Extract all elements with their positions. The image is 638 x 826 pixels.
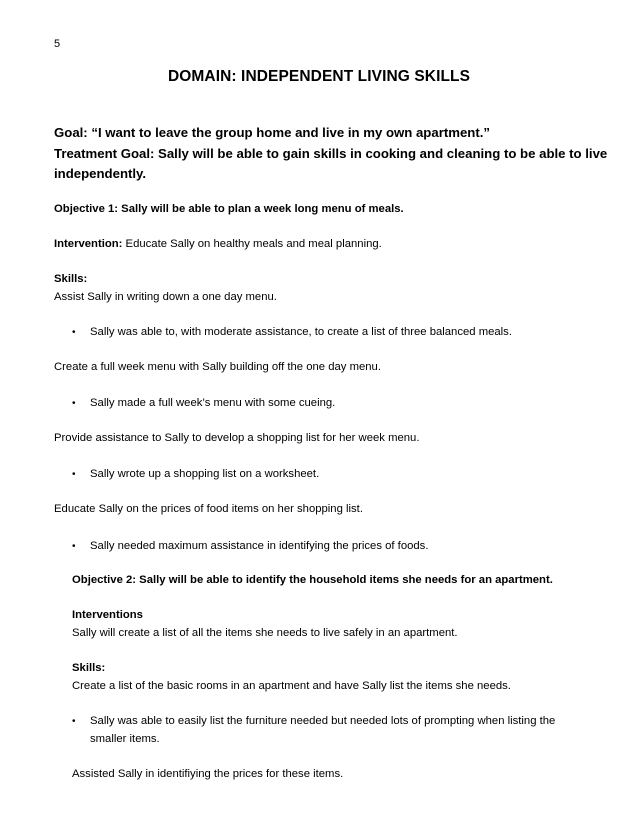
bullet-icon: • <box>72 469 76 480</box>
page-number: 5 <box>54 38 61 50</box>
skill-item-prices: Assisted Sally in identifiying the prices for these items. <box>72 768 344 780</box>
objective-1: Objective 1: Sally will be able to plan a week long menu of meals. <box>54 203 404 215</box>
bullet-item-3: Sally wrote up a shopping list on a worksheet. <box>90 468 320 480</box>
bullet-item-2: Sally made a full week’s menu with some cueing. <box>90 397 336 409</box>
bullet-item-5-line-2: smaller items. <box>90 733 160 745</box>
skill-one-day-menu: Assist Sally in writing down a one day menu. <box>54 291 277 303</box>
bullet-icon: • <box>72 327 76 338</box>
skill-shopping-list: Provide assistance to Sally to develop a shopping list for her week menu. <box>54 432 420 444</box>
interventions-heading: Interventions <box>72 609 143 621</box>
skill-full-week-menu: Create a full week menu with Sally building off the one day menu. <box>54 361 381 373</box>
skill-food-prices: Educate Sally on the prices of food items on her shopping list. <box>54 503 363 515</box>
treatment-goal-line-1: Treatment Goal: Sally will be able to gain skills in cooking and cleaning to be able to live <box>54 146 608 161</box>
intervention-text: Educate Sally on healthy meals and meal planning. <box>122 238 382 250</box>
bullet-item-4: Sally needed maximum assistance in identifying the prices of foods. <box>90 540 429 552</box>
treatment-goal-line-2: independently. <box>54 166 147 181</box>
objective-2: Objective 2: Sally will be able to identify the household items she needs for an apartment. <box>72 574 553 586</box>
interventions-text: Sally will create a list of all the items she needs to live safely in an apartment. <box>72 627 458 639</box>
intervention-line <box>54 238 382 250</box>
bullet-icon: • <box>72 716 76 727</box>
bullet-item-5-line-1: Sally was able to easily list the furniture needed but needed lots of prompting when listing the <box>90 715 556 727</box>
skill-rooms-list: Create a list of the basic rooms in an apartment and have Sally list the items she needs. <box>72 680 511 692</box>
bullet-icon: • <box>72 541 76 552</box>
skills-heading: Skills: <box>54 273 88 285</box>
intervention-label: Intervention: <box>54 238 123 250</box>
bullet-item-1: Sally was able to, with moderate assistance, to create a list of three balanced meals. <box>90 326 512 338</box>
page-title: DOMAIN: INDEPENDENT LIVING SKILLS <box>167 68 471 85</box>
goal-statement: Goal: “I want to leave the group home and live in my own apartment.” <box>54 125 490 140</box>
skills-heading-2: Skills: <box>72 662 106 674</box>
bullet-icon: • <box>72 398 76 409</box>
